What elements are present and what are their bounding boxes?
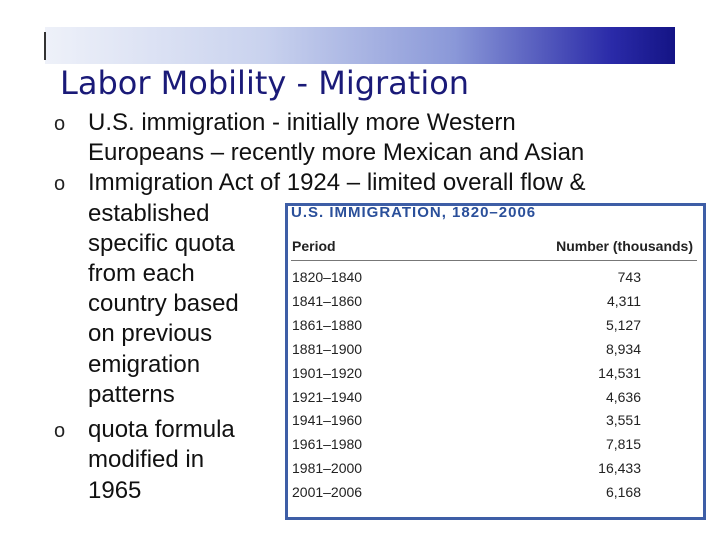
period-cell: 1861–1880 [292, 317, 363, 333]
period-cell: 2001–2006 [292, 484, 363, 500]
table-title: U.S. IMMIGRATION, 1820–2006 [291, 204, 537, 221]
period-cell: 1841–1860 [292, 293, 363, 309]
period-cell: 1961–1980 [292, 436, 363, 452]
period-cell: 1981–2000 [292, 460, 363, 476]
title-banner [45, 27, 675, 64]
bullet-text: from each [88, 260, 195, 287]
number-cell: 5,127 [605, 317, 641, 333]
bullet-text: emigration [88, 351, 201, 378]
bullet-marker: o [54, 420, 66, 442]
period-cell: 1881–1900 [292, 341, 363, 357]
bullet-text: country based [88, 290, 239, 317]
bullet-text: 1965 [88, 477, 142, 504]
period-cell: 1820–1840 [292, 269, 363, 285]
period-cell: 1941–1960 [292, 412, 363, 428]
number-column-header: Number (thousands) [556, 238, 693, 254]
bullet-text: specific quota [88, 230, 235, 257]
bullet-text: Europeans – recently more Mexican and Asian [88, 139, 585, 166]
header-divider [291, 260, 697, 261]
number-cell: 3,551 [605, 412, 641, 428]
bullet-text: patterns [88, 381, 175, 408]
number-cell: 4,636 [605, 389, 641, 405]
number-cell: 7,815 [605, 436, 641, 452]
bullet-marker: o [54, 113, 66, 135]
number-cell: 6,168 [605, 484, 641, 500]
bullet-text: modified in [88, 446, 205, 473]
number-cell: 14,531 [598, 365, 641, 381]
bullet-marker: o [54, 173, 66, 195]
period-cell: 1901–1920 [292, 365, 363, 381]
bullet-text: established [88, 200, 210, 227]
banner-edge-line [44, 32, 46, 60]
period-column-header: Period [292, 238, 336, 254]
number-cell: 8,934 [605, 341, 641, 357]
bullet-text: Immigration Act of 1924 – limited overall flow & [88, 169, 586, 196]
number-cell: 4,311 [607, 293, 641, 309]
number-cell: 743 [617, 269, 641, 285]
bullet-text: on previous [88, 320, 213, 347]
bullet-text: U.S. immigration - initially more Western [88, 109, 516, 136]
period-cell: 1921–1940 [292, 389, 363, 405]
number-cell: 16,433 [598, 460, 641, 476]
slide-title: Labor Mobility - Migration [60, 64, 470, 102]
bullet-text: quota formula [88, 416, 235, 443]
